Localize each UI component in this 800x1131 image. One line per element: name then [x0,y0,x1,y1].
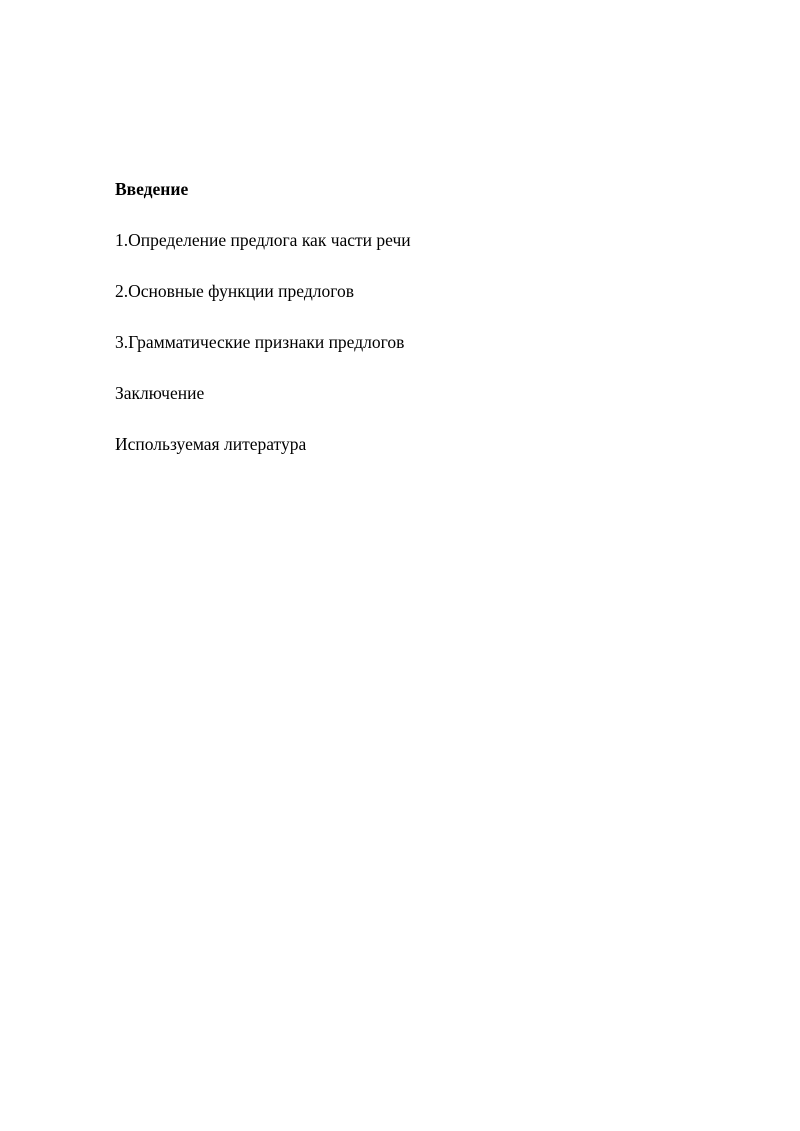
toc-item-section-3: 3.Грамматические признаки предлогов [115,332,405,352]
table-of-contents [115,178,675,484]
toc-item-conclusion: Заключение [115,383,205,403]
toc-item-section-1: 1.Определение предлога как части речи [115,230,411,250]
toc-item-section-2: 2.Основные функции предлогов [115,281,354,301]
toc-item-introduction: Введение [115,179,189,199]
toc-item-references: Используемая литература [115,434,307,454]
